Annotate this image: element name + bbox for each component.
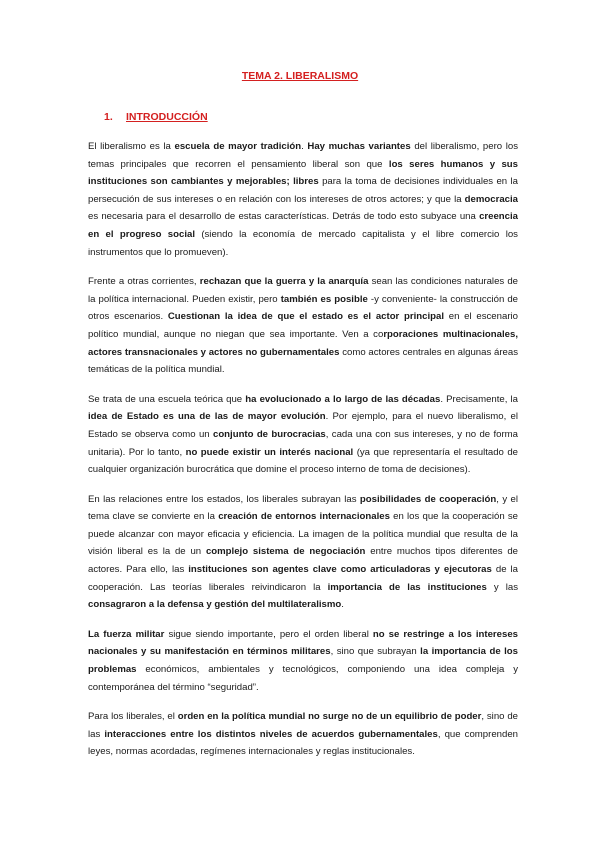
text-run: y las <box>486 581 518 593</box>
bold-text: interacciones entre los distintos niveles de acuerdos gubernamentales <box>104 728 438 740</box>
text-run: Frente a otras corrientes, <box>88 276 200 288</box>
text-run: , y el tema clave se convierte en la <box>88 493 519 523</box>
text-run: es necesaria para el desarrollo de estas características. Detrás de todo esto subyace una <box>88 211 480 223</box>
text-run: como actores centrales en algunas áreas temáticas de la política mundial. <box>88 346 518 376</box>
text-run: para la toma de decisiones individuales en la persecución de sus intereses o en relación con los intereses de otros actores; y que la <box>88 176 518 205</box>
text-run: entre muchos tipos diferentes de actores. Para ello, las <box>88 546 519 576</box>
bold-text: la importancia de los problemas <box>88 646 518 676</box>
text-run: sigue siendo importante, pero el orden liberal <box>164 628 373 640</box>
bold-text: los seres humanos y sus instituciones son cambiantes y mejorables; libres <box>88 158 519 188</box>
bold-text: creación de entornos internacionales <box>218 511 390 523</box>
document-body <box>88 138 518 773</box>
text-run: El liberalismo es la <box>88 141 175 152</box>
bold-text: rporaciones multinacionales, actores transnacionales y actores no gubernamentales <box>88 328 518 358</box>
text-run: del liberalismo, pero los temas principales que recorren el pensamiento liberal son que <box>88 141 518 170</box>
text-run: -y conveniente- la construcción de otros escenarios. <box>88 293 519 323</box>
bold-text: idea de Estado es una de las de mayor evolución <box>88 411 326 423</box>
text-run: . Precisamente, la <box>440 393 519 405</box>
text-run: , sino que subrayan <box>330 646 421 658</box>
paragraph <box>88 391 518 479</box>
text-run: (siendo la economía de mercado capitalista y el libre comercio los instrumentos que lo promueven). <box>88 228 518 258</box>
bold-text: instituciones son agentes clave como articuladoras y ejecutoras <box>188 564 492 576</box>
section-number: 1. <box>104 111 113 123</box>
text-run: , que comprenden leyes, normas acordadas, regímenes internacionales y reglas institucionales. <box>88 728 518 758</box>
text-run: (ya que representaría el resultado de cualquier organización burocrática que domine el proceso interno de toma de decisiones). <box>88 446 519 476</box>
bold-text: consagraron a la defensa y gestión del multilateralismo <box>88 599 342 611</box>
text-run: Para los liberales, el <box>88 711 178 723</box>
paragraph <box>88 491 518 614</box>
paragraph <box>88 138 518 261</box>
bold-text: creencia en el progreso social <box>88 211 518 240</box>
bold-text: ha evolucionado a lo largo de las décadas <box>245 393 441 405</box>
text-run: , sino de las <box>88 711 518 740</box>
bold-text: La fuerza militar <box>88 628 165 640</box>
bold-text: orden en la política mundial no surge no de un equilibrio de poder <box>177 711 482 723</box>
bold-text: Hay muchas variantes <box>307 141 411 152</box>
bold-text: escuela de mayor tradición <box>174 141 302 152</box>
bold-text: democracia <box>464 193 518 205</box>
bold-text: no se restringe a los intereses nacionales y su manifestación en términos militares <box>88 628 518 658</box>
bold-text: complejo sistema de negociación <box>205 546 366 558</box>
document-title: TEMA 2. LIBERALISMO <box>241 70 359 82</box>
paragraph <box>88 273 518 379</box>
text-run: En las relaciones entre los estados, los liberales subrayan las <box>88 493 360 505</box>
text-run: sean las condiciones naturales de la política internacional. Pueden existir, pero <box>88 276 519 305</box>
paragraph <box>88 708 518 761</box>
bold-text: no puede existir un interés nacional <box>185 446 354 458</box>
text-run: en los que la cooperación se puede alcanzar con mayor eficacia y eficiencia. La imagen de la política mundial que resulta de la visión liberal es la de un <box>88 511 519 558</box>
text-run: de la cooperación. Las teorías liberales reivindicaron la <box>88 564 518 593</box>
bold-text: rechazan que la guerra y la anarquía <box>199 276 369 288</box>
paragraph <box>88 626 518 696</box>
section-title: INTRODUCCIÓN <box>126 111 208 123</box>
bold-text: posibilidades de cooperación <box>359 493 497 505</box>
bold-text: Cuestionan la idea de que el estado es el actor principal <box>167 311 445 323</box>
text-run: . Por ejemplo, para el nuevo liberalismo, el Estado se observa como un <box>88 411 518 440</box>
bold-text: también es posible <box>280 293 368 305</box>
text-run: Se trata de una escuela teórica que <box>88 393 246 405</box>
text-run: , cada una con sus intereses, y no de forma unitaria). Por lo tanto, <box>88 428 518 458</box>
text-run: económicos, ambientales y tecnológicos, componiendo una idea compleja y contemporánea del término “seguridad”. <box>88 664 518 693</box>
text-run: . <box>341 599 344 611</box>
bold-text: importancia de las instituciones <box>327 581 487 593</box>
text-run: en el escenario político mundial, aunque no niegan que sea importante. Ven a co <box>88 311 518 340</box>
text-run: . <box>301 141 308 152</box>
bold-text: conjunto de burocracias <box>212 428 326 440</box>
section-heading <box>104 111 208 123</box>
